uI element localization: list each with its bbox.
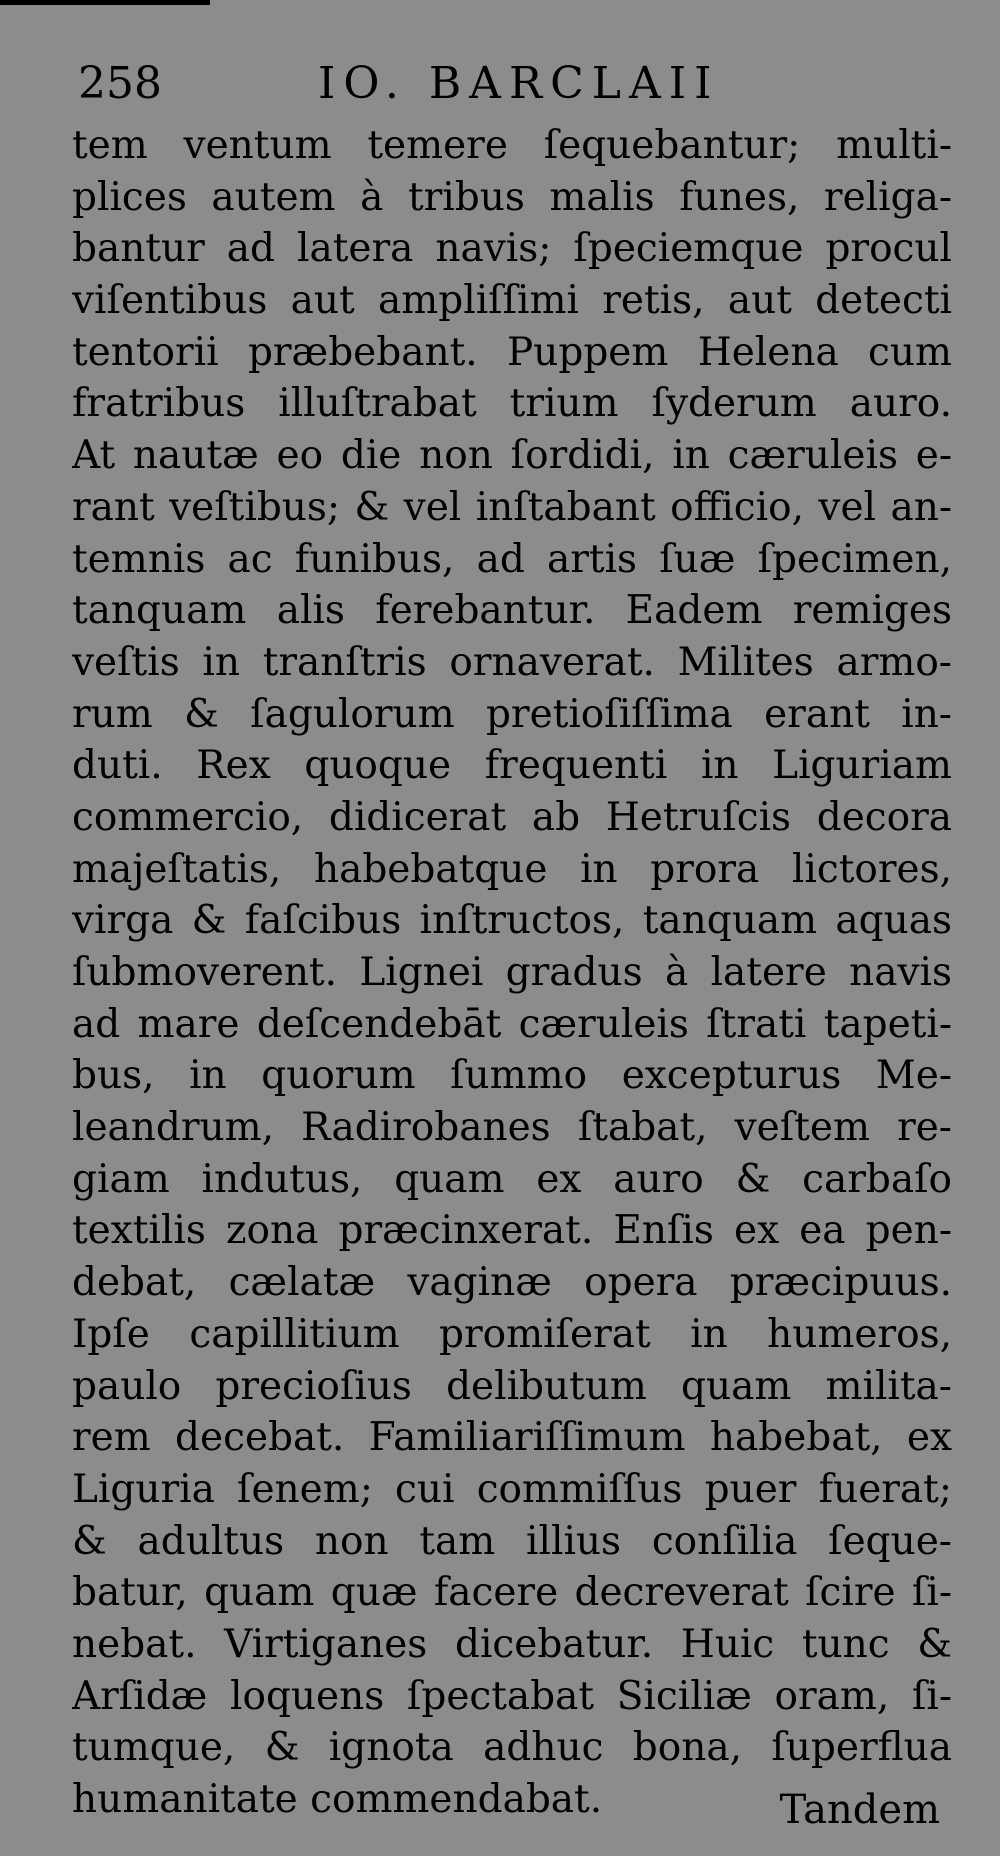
text-line: Ipſe capillitium promiſerat in humeros, [72,1311,952,1357]
catchword: Tandem [779,1787,940,1833]
text-line: Arſidæ loquens ſpectabat Siciliæ oram, ſi- [72,1673,952,1719]
body-text [72,120,952,1826]
text-line: bus, in quorum ſummo excepturus Me- [72,1053,952,1099]
page-edge-shadow [0,0,210,5]
text-line: & adultus non tam illius conſilia ſeque- [72,1518,952,1564]
text-line: ſubmoverent. Lignei gradus à latere navis [72,950,952,995]
text-line: plices autem à tribus malis funes, religa- [72,174,952,220]
text-line: temnis ac funibus, ad artis ſuæ ſpecimen, [72,536,952,582]
text-line: paulo precioſius delibutum quam milita- [72,1363,952,1409]
text-line: tanquam alis ferebantur. Eadem remiges [72,588,952,634]
text-line: textilis zona præcinxerat. Enſis ex ea pen- [72,1208,952,1254]
text-line: nebat. Virtiganes dicebatur. Huic tunc & [72,1621,952,1667]
text-line: Liguria ſenem; cui commiſſus puer fuerat; [72,1466,952,1512]
text-line: bantur ad latera navis; ſpeciemque procul [72,226,952,272]
text-line: At nautæ eo die non ſordidi, in cæruleis e- [72,433,952,479]
text-line: leandrum, Radirobanes ſtabat, veſtem re- [72,1105,952,1151]
text-line: majeſtatis, habebatque in prora lictores, [72,846,952,892]
text-line: virga & faſcibus inſtructos, tanquam aquas [72,898,952,944]
text-line: batur, quam quæ facere decreverat ſcire ſi- [72,1570,952,1616]
text-line: tumque, & ignota adhuc bona, ſuperflua [72,1725,952,1771]
running-title: IO. BARCLAII [318,58,720,109]
text-line: rant veſtibus; & vel inſtabant officio, vel an- [72,484,952,530]
text-line: viſentibus aut ampliſſimi retis, aut detecti [72,278,952,324]
text-line: tem ventum temere ſequebantur; multi- [72,123,952,168]
text-line: veſtis in tranſtris ornaverat. Milites armo- [72,639,952,685]
text-line: humanitate commendabat. [72,1777,603,1822]
text-line: debat, cælatæ vaginæ opera præcipuus. [72,1260,952,1306]
page-number: 258 [78,58,162,109]
text-line: ad mare deſcendebāt cæruleis ſtrati tapeti- [72,1001,952,1047]
text-line: rem decebat. Familiariſſimum habebat, ex [72,1415,952,1461]
page-header [78,56,778,112]
text-line: rum & ſagulorum pretioſiſſima erant in- [72,691,952,737]
text-line: giam indutus, quam ex auro & carbaſo [72,1156,952,1202]
text-line: duti. Rex quoque frequenti in Liguriam [72,743,952,789]
text-line: commercio, didicerat ab Hetruſcis decora [72,794,952,840]
text-line: tentorii præbebant. Puppem Helena cum [72,329,952,375]
text-line: fratribus illuſtrabat trium ſyderum auro. [72,381,952,427]
